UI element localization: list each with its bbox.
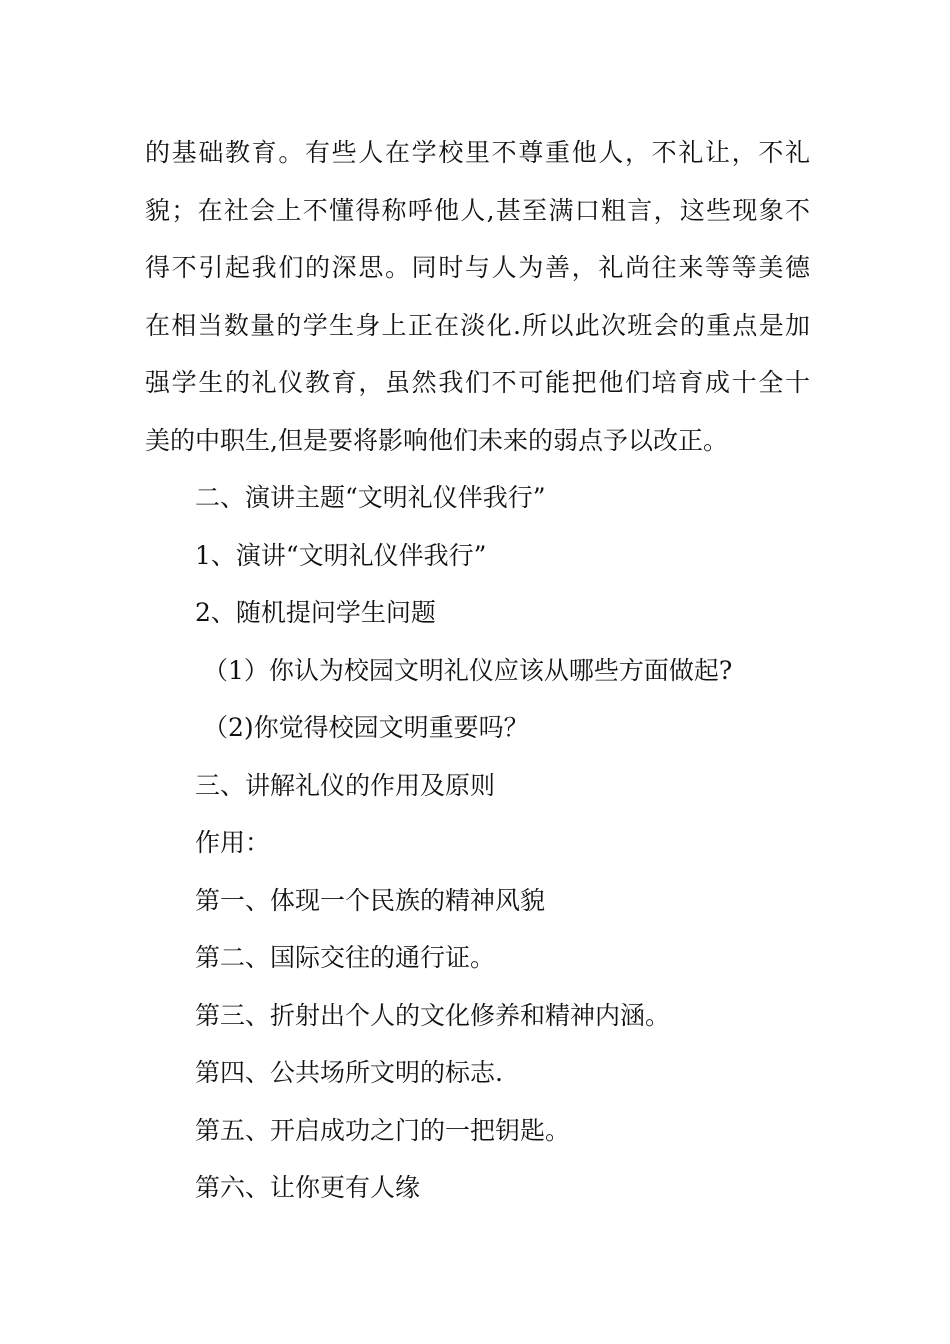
- section-three-heading: 三、讲解礼仪的作用及原则: [195, 770, 496, 800]
- paragraph-line: 强学生的礼仪教育，虽然我们不可能把他们培育成十全十: [145, 368, 810, 397]
- function-item-3: 第三、折射出个人的文化修养和精神内涵。: [195, 1000, 671, 1030]
- paragraph-line: 在相当数量的学生身上正在淡化.所以此次班会的重点是加: [145, 310, 810, 340]
- section-two-item-2: 2、随机提问学生问题: [195, 598, 436, 627]
- paragraph-line: 得不引起我们的深思。同时与人为善，礼尚往来等等美德: [145, 253, 810, 282]
- section-two-item-1: 1、演讲“文明礼仪伴我行”: [195, 540, 487, 570]
- function-item-4: 第四、公共场所文明的标志.: [195, 1058, 503, 1087]
- function-item-5: 第五、开启成功之门的一把钥匙。: [195, 1115, 571, 1145]
- section-three-label: 作用：: [195, 828, 271, 857]
- paragraph-line: 貌；在社会上不懂得称呼他人,甚至满口粗言，这些现象不: [145, 195, 810, 225]
- paragraph-line: 的基础教育。有些人在学校里不尊重他人，不礼让，不礼: [145, 138, 810, 167]
- question-2: （2)你觉得校园文明重要吗？: [203, 713, 529, 742]
- section-two-heading: 二、演讲主题“文明礼仪伴我行”: [195, 483, 546, 512]
- function-item-6: 第六、让你更有人缘: [195, 1173, 421, 1202]
- question-1: （1）你认为校园文明礼仪应该从哪些方面做起?: [203, 655, 733, 685]
- function-item-1: 第一、体现一个民族的精神风貌: [195, 885, 546, 915]
- document-body: [145, 130, 810, 1223]
- paragraph-line: 美的中职生,但是要将影响他们未来的弱点予以改正。: [145, 425, 728, 455]
- function-item-2: 第二、国际交往的通行证。: [195, 943, 496, 972]
